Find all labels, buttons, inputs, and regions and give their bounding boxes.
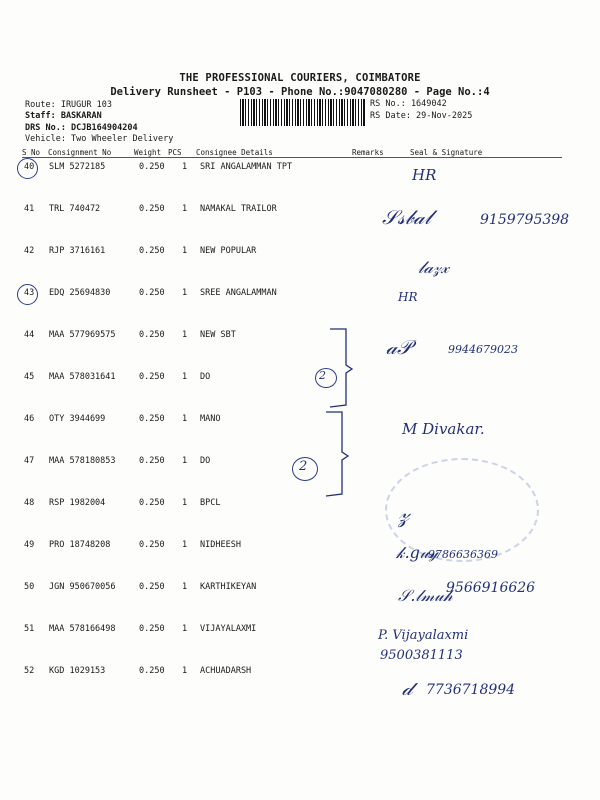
row-sno: 52 [24,666,35,676]
row-weight: 0.250 [139,288,165,298]
row-weight: 0.250 [139,414,165,424]
row-consignment: JGN 950670056 [49,582,116,592]
row-consignee: MANO [200,414,221,424]
row-4 [0,330,600,344]
row-consignment: PRO 18748208 [49,540,111,550]
handwritten-phone-52: 7736718994 [426,682,516,698]
row-sno: 43 [24,288,35,298]
header-rule [22,157,562,158]
row-11 [0,624,600,638]
row-pcs: 1 [182,498,188,508]
row-consignee: SRI ANGALAMMAN TPT [200,162,293,172]
barcode [240,99,366,126]
signature-scribble-41: 𝒮𝓈𝒷𝒶𝓁 [382,205,432,229]
row-pcs: 1 [182,666,188,676]
handwritten-phone-41: 9159795398 [480,212,570,228]
signature-scribble-48: 𝓏 [398,500,410,528]
row-consignee: NEW POPULAR [200,246,257,256]
row-consignment: RJP 3716161 [49,246,106,256]
col-pcs: PCS [168,148,182,157]
row-pcs: 1 [182,204,188,214]
row-consignment: SLM 5272185 [49,162,106,172]
rs-date: RS Date: 29-Nov-2025 [370,111,473,121]
row-consignee: DO [200,372,211,382]
row-2 [0,246,600,260]
row-consignment: RSP 1982004 [49,498,106,508]
handwritten-name-51: P. Vijayalaxmi [378,628,469,643]
handwritten-signature-40: HR [412,166,437,184]
row-consignee: DO [200,456,211,466]
row-consignment: MAA 578180853 [49,456,116,466]
row-pcs: 1 [182,624,188,634]
row-pcs: 1 [182,372,188,382]
row-consignee: NAMAKAL TRAILOR [200,204,277,214]
row-sno: 41 [24,204,35,214]
circle-mark-43 [17,284,38,305]
handwritten-phone-50: 9566916626 [446,580,536,596]
handwritten-signature-43: HR [398,290,418,304]
vehicle: Vehicle: Two Wheeler Delivery [25,134,174,144]
row-consignee: SREE ANGALAMMAN [200,288,277,298]
signature-scribble-42: 𝓁𝒶𝓏𝓍 [418,258,449,278]
staff: Staff: BASKARAN [25,111,102,121]
col-remarks: Remarks [352,148,384,157]
signature-scribble-49: 𝓀.𝑔𝓊𝓎 [396,543,439,562]
row-sno: 51 [24,624,35,634]
row-3 [0,288,600,302]
row-pcs: 1 [182,540,188,550]
row-weight: 0.250 [139,372,165,382]
row-weight: 0.250 [139,666,165,676]
row-weight: 0.250 [139,204,165,214]
row-sno: 50 [24,582,35,592]
row-consignment: TRL 740472 [49,204,101,214]
row-pcs: 1 [182,414,188,424]
row-weight: 0.250 [139,498,165,508]
row-consignment: MAA 578031641 [49,372,116,382]
row-weight: 0.250 [139,246,165,256]
row-6 [0,414,600,428]
handwritten-phone-49: 9786636369 [428,548,498,561]
row-5 [0,372,600,386]
col-sno: S No [22,148,41,157]
circle-mark-40 [17,158,38,179]
row-consignment: MAA 577969575 [49,330,116,340]
handwritten-count-45: 2 [319,369,326,382]
signature-scribble-44: 𝒶𝒫 [386,335,412,359]
handwritten-count-47: 2 [299,459,308,474]
row-sno: 49 [24,540,35,550]
row-weight: 0.250 [139,162,165,172]
col-consignment: Consignment No [48,148,112,157]
row-sno: 40 [24,162,35,172]
row-pcs: 1 [182,246,188,256]
col-seal: Seal & Signature [410,148,483,157]
runsheet-subtitle: Delivery Runsheet - P103 - Phone No.:9047080280 - Page No.:4 [110,86,490,98]
bracket-group-46-47 [322,408,352,498]
handwritten-phone-51: 9500381113 [380,648,463,663]
row-pcs: 1 [182,330,188,340]
route: Route: IRUGUR 103 [25,100,112,110]
handwritten-phone-44: 9944679023 [448,343,518,356]
row-12 [0,666,600,680]
bracket-group-44-45 [326,325,356,410]
row-consignee: KARTHIKEYAN [200,582,257,592]
col-weight: Weight [134,148,162,157]
rs-number: RS No.: 1649042 [370,99,447,109]
row-weight: 0.250 [139,624,165,634]
row-consignment: MAA 578166498 [49,624,116,634]
signature-scribble-52: 𝒹 [402,676,413,700]
row-pcs: 1 [182,162,188,172]
row-consignee: NIDHEESH [200,540,241,550]
row-sno: 42 [24,246,35,256]
row-weight: 0.250 [139,330,165,340]
handwritten-signature-46: M Divakar. [402,420,485,438]
signature-scribble-50: 𝒮.𝓁𝓂𝓊𝒽 [398,586,453,605]
company-title: THE PROFESSIONAL COURIERS, COIMBATORE [179,72,421,84]
row-consignment: KGD 1029153 [49,666,106,676]
row-weight: 0.250 [139,540,165,550]
row-0 [0,162,600,176]
drs-number: DRS No.: DCJB164904204 [25,123,138,133]
row-pcs: 1 [182,456,188,466]
row-consignee: NEW SBT [200,330,236,340]
row-consignee: VIJAYALAXMI [200,624,257,634]
row-sno: 46 [24,414,35,424]
row-sno: 48 [24,498,35,508]
row-consignment: OTY 3944699 [49,414,106,424]
row-weight: 0.250 [139,582,165,592]
row-consignee: BPCL [200,498,221,508]
col-consignee: Consignee Details [196,148,273,157]
row-sno: 45 [24,372,35,382]
row-weight: 0.250 [139,456,165,466]
row-sno: 44 [24,330,35,340]
row-sno: 47 [24,456,35,466]
row-pcs: 1 [182,582,188,592]
row-pcs: 1 [182,288,188,298]
row-consignee: ACHUADARSH [200,666,252,676]
row-consignment: EDQ 25694830 [49,288,111,298]
